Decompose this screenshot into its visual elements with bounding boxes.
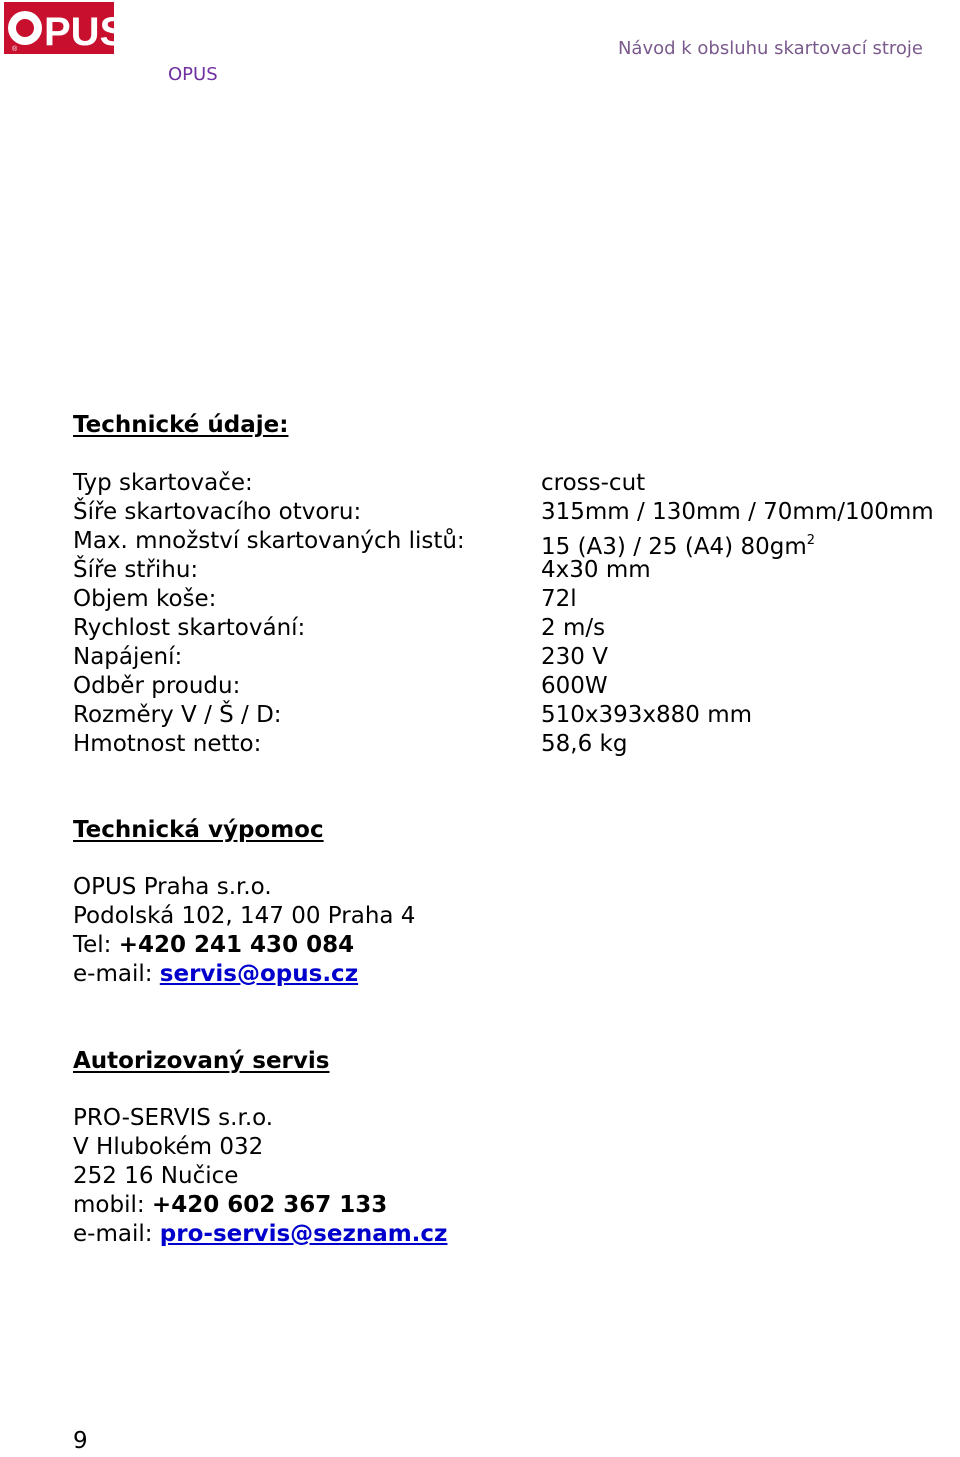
spec-row-power-draw (73, 672, 960, 701)
spec-value: 58,6 kg (541, 731, 628, 757)
tech-specs-heading: Technické údaje: (73, 412, 289, 438)
opus-logo (4, 2, 127, 54)
spec-row-max-sheets (73, 527, 960, 560)
opus-logo-graphic (4, 2, 127, 54)
support-heading: Technická výpomoc (73, 817, 324, 843)
spec-label: Objem koše: (73, 586, 217, 612)
spec-value: 2 m/s (541, 615, 606, 641)
service-mobile-line (73, 1191, 447, 1220)
spec-row-type (73, 469, 960, 498)
service-street: V Hlubokém 032 (73, 1134, 264, 1160)
spec-label: Rychlost skartování: (73, 615, 306, 641)
spec-label: Šíře skartovacího otvoru: (73, 499, 362, 525)
spec-label: Max. množství skartovaných listů: (73, 528, 465, 554)
service-contact (73, 1104, 447, 1249)
spec-label: Rozměry V / Š / D: (73, 702, 282, 728)
support-email-link[interactable]: servis@opus.cz (159, 961, 359, 987)
spec-row-bin-volume (73, 585, 960, 614)
spec-value: 4x30 mm (541, 557, 651, 583)
spec-value: cross-cut (541, 470, 646, 496)
spec-row-opening-width (73, 498, 960, 527)
spec-label: Hmotnost netto: (73, 731, 262, 757)
spec-row-net-weight (73, 730, 960, 759)
service-mobile-label: mobil: (73, 1192, 152, 1218)
service-email-line (73, 1220, 447, 1249)
spec-row-power-supply (73, 643, 960, 672)
spec-value-superscript: 2 (806, 533, 816, 548)
spec-label: Šíře střihu: (73, 557, 199, 583)
page-number: 9 (73, 1428, 88, 1454)
support-contact (73, 873, 415, 989)
support-email-label: e-mail: (73, 961, 160, 987)
service-company: PRO-SERVIS s.r.o. (73, 1105, 274, 1131)
support-phone-label: Tel: (73, 932, 119, 958)
svg-text:PUS: PUS (44, 10, 127, 54)
spec-value: 230 V (541, 644, 608, 670)
spec-value: 72l (541, 586, 577, 612)
support-phone-line (73, 931, 415, 960)
service-mobile-number: +420 602 367 133 (151, 1192, 388, 1218)
support-email-line (73, 960, 415, 989)
support-company: OPUS Praha s.r.o. (73, 874, 272, 900)
spec-value: 315mm / 130mm / 70mm/100mm (541, 499, 934, 525)
spec-value: 510x393x880 mm (541, 702, 753, 728)
spec-row-speed (73, 614, 960, 643)
service-heading: Autorizovaný servis (73, 1048, 330, 1074)
spec-row-dimensions (73, 701, 960, 730)
service-email-link[interactable]: pro-servis@seznam.cz (159, 1221, 448, 1247)
spec-row-cut-width (73, 556, 960, 585)
brand-name: OPUS (168, 64, 218, 85)
support-phone-number: +420 241 430 084 (118, 932, 355, 958)
tech-specs-table (73, 469, 960, 759)
support-address: Podolská 102, 147 00 Praha 4 (73, 903, 416, 929)
service-city: 252 16 Nučice (73, 1163, 239, 1189)
spec-label: Typ skartovače: (73, 470, 253, 496)
svg-text:®: ® (12, 46, 18, 53)
service-email-label: e-mail: (73, 1221, 160, 1247)
document-title: Návod k obsluhu skartovací stroje (617, 38, 923, 59)
spec-value: 600W (541, 673, 608, 699)
spec-value-text: 15 (A3) / 25 (A4) 80gm (541, 534, 807, 560)
spec-label: Napájení: (73, 644, 183, 670)
spec-label: Odběr proudu: (73, 673, 241, 699)
